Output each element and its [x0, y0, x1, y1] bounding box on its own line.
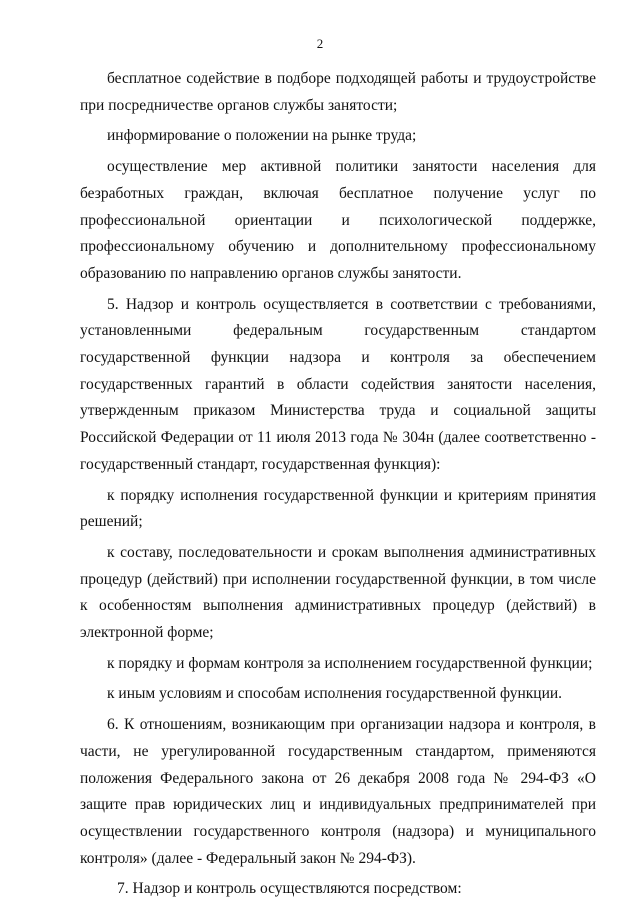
paragraph-execution-order: к порядку исполнения государственной функции и критериям принятия решений; — [80, 486, 596, 531]
document-body — [80, 66, 596, 907]
paragraph-other-conditions: к иным условиям и способам исполнения государственной функции. — [107, 685, 563, 703]
page-number: 2 — [316, 36, 324, 51]
paragraph-procedures: к составу, последовательности и срокам выполнения административных процедур (действий) при исполнении государственной функции, в том числе к особенностям выполнения административных процедур (действий) в электронной форме; — [80, 543, 596, 642]
paragraph-item-5: 5. Надзор и контроль осуществляется в соответствии с требованиями, установленными федеральным государственным стандартом государственной функции надзора и контроля за обеспечением государственных гарантий в области содействия занятости населения, утвержденным приказом Министерства труда и социальной защиты Российской Федерации от 11 июля 2013 года № 304н (далее соответственно - государственный стандарт, государственная функция): — [80, 295, 596, 473]
paragraph-free-assistance: бесплатное содействие в подборе подходящей работы и трудоустройстве при посредничестве органов службы занятости; — [80, 70, 596, 114]
paragraph-item-6: 6. К отношениям, возникающим при организации надзора и контроля, в части, не урегулированной государственным стандартом, применяются положения Федерального закона от 26 декабря 2008 года № 294-ФЗ «О защите прав юридических лиц и индивидуальных предпринимателей при осуществлении государственного контроля (надзора) и муниципального контроля» (далее - Федеральный закон № 294-ФЗ). — [80, 716, 596, 867]
paragraph-labor-market-info: информирование о положении на рынке труда; — [107, 127, 417, 145]
paragraph-control-forms: к порядку и формам контроля за исполнением государственной функции; — [107, 654, 593, 672]
paragraph-active-policy: осуществление мер активной политики занятости населения для безработных граждан, включая бесплатное получение услуг по профессиональной ориентации и психологической поддержке, профессиональному обучению и дополнительному профессиональному образованию по направлению органов службы занятости. — [80, 158, 596, 282]
paragraph-item-7: 7. Надзор и контроль осуществляются посредством: — [117, 880, 462, 898]
